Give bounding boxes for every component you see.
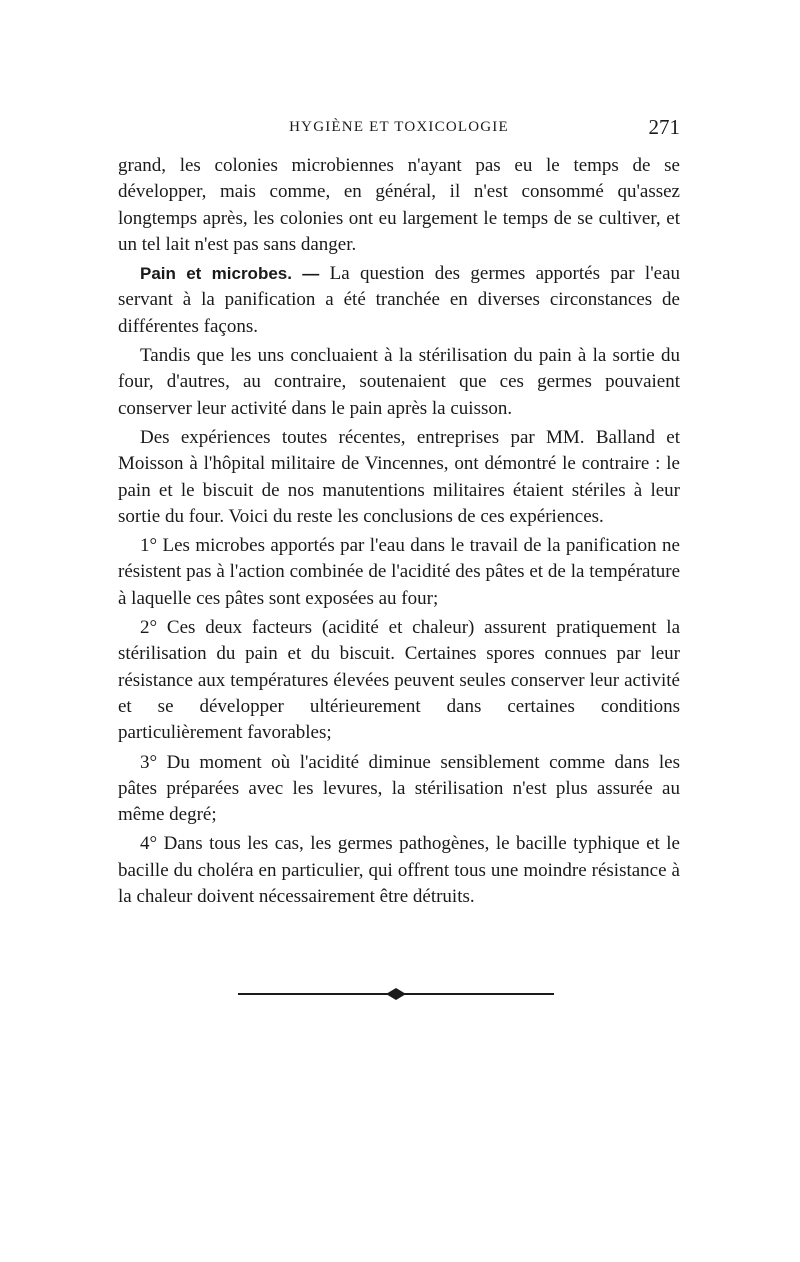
conclusion-item-2: 2° Ces deux facteurs (acidité et chaleur) assurent pratiquement la stérilisation du pain et du biscuit. Certaines spores connues par leur résistance aux températures élevées peuvent seules conserver leur activité et se développer ultérieurement dans certaines conditions particulièrement favorables; <box>118 617 680 744</box>
body-text <box>118 153 680 913</box>
paragraph: Tandis que les uns concluaient à la stérilisation du pain à la sortie du four, d'autres, au contraire, soutenaient que ces germes pouvaient conserver leur activité dans le pain après la cuisson. <box>118 345 680 419</box>
running-title: HYGIÈNE ET TOXICOLOGIE <box>289 119 509 135</box>
conclusion-item-3: 3° Du moment où l'acidité diminue sensiblement comme dans les pâtes préparées avec les levures, la stérilisation n'est plus assurée au même degré; <box>118 751 680 826</box>
page-header <box>118 115 680 145</box>
section-intro-text: La question des germes apportés par l'eau servant à la panification a été tranchée en diverses circonstances de différentes façons. <box>118 263 680 337</box>
conclusion-item-4: 4° Dans tous les cas, les germes pathogènes, le bacille typhique et le bacille du choléra en particulier, qui offrent tous une moindre résistance à la chaleur doivent nécessairement être détruits. <box>118 833 680 908</box>
paragraph-section-start <box>118 261 680 340</box>
section-title: Pain et microbes. — <box>140 264 320 284</box>
paragraph-continuation: grand, les colonies microbiennes n'ayant pas eu le temps de se développer, mais comme, en général, il n'est consommé qu'assez longtemps après, les colonies ont eu largement le temps de se cultiver, et un tel lait n'est pas sans danger. <box>118 155 680 255</box>
paragraph: Des expériences toutes récentes, entreprises par MM. Balland et Moisson à l'hôpital militaire de Vincennes, ont démontré le contraire : le pain et le biscuit de nos manutentions militaires étaient stériles à leur sortie du four. Voici du reste les conclusions de ces expériences. <box>118 426 680 527</box>
diamond-rule-ornament-icon <box>238 988 554 1000</box>
conclusion-item-1: 1° Les microbes apportés par l'eau dans le travail de la panification ne résistent pas à l'action combinée de l'acidité des pâtes et de la température à laquelle ces pâtes sont exposées au four; <box>118 535 680 609</box>
page-number: 271 <box>648 115 680 139</box>
